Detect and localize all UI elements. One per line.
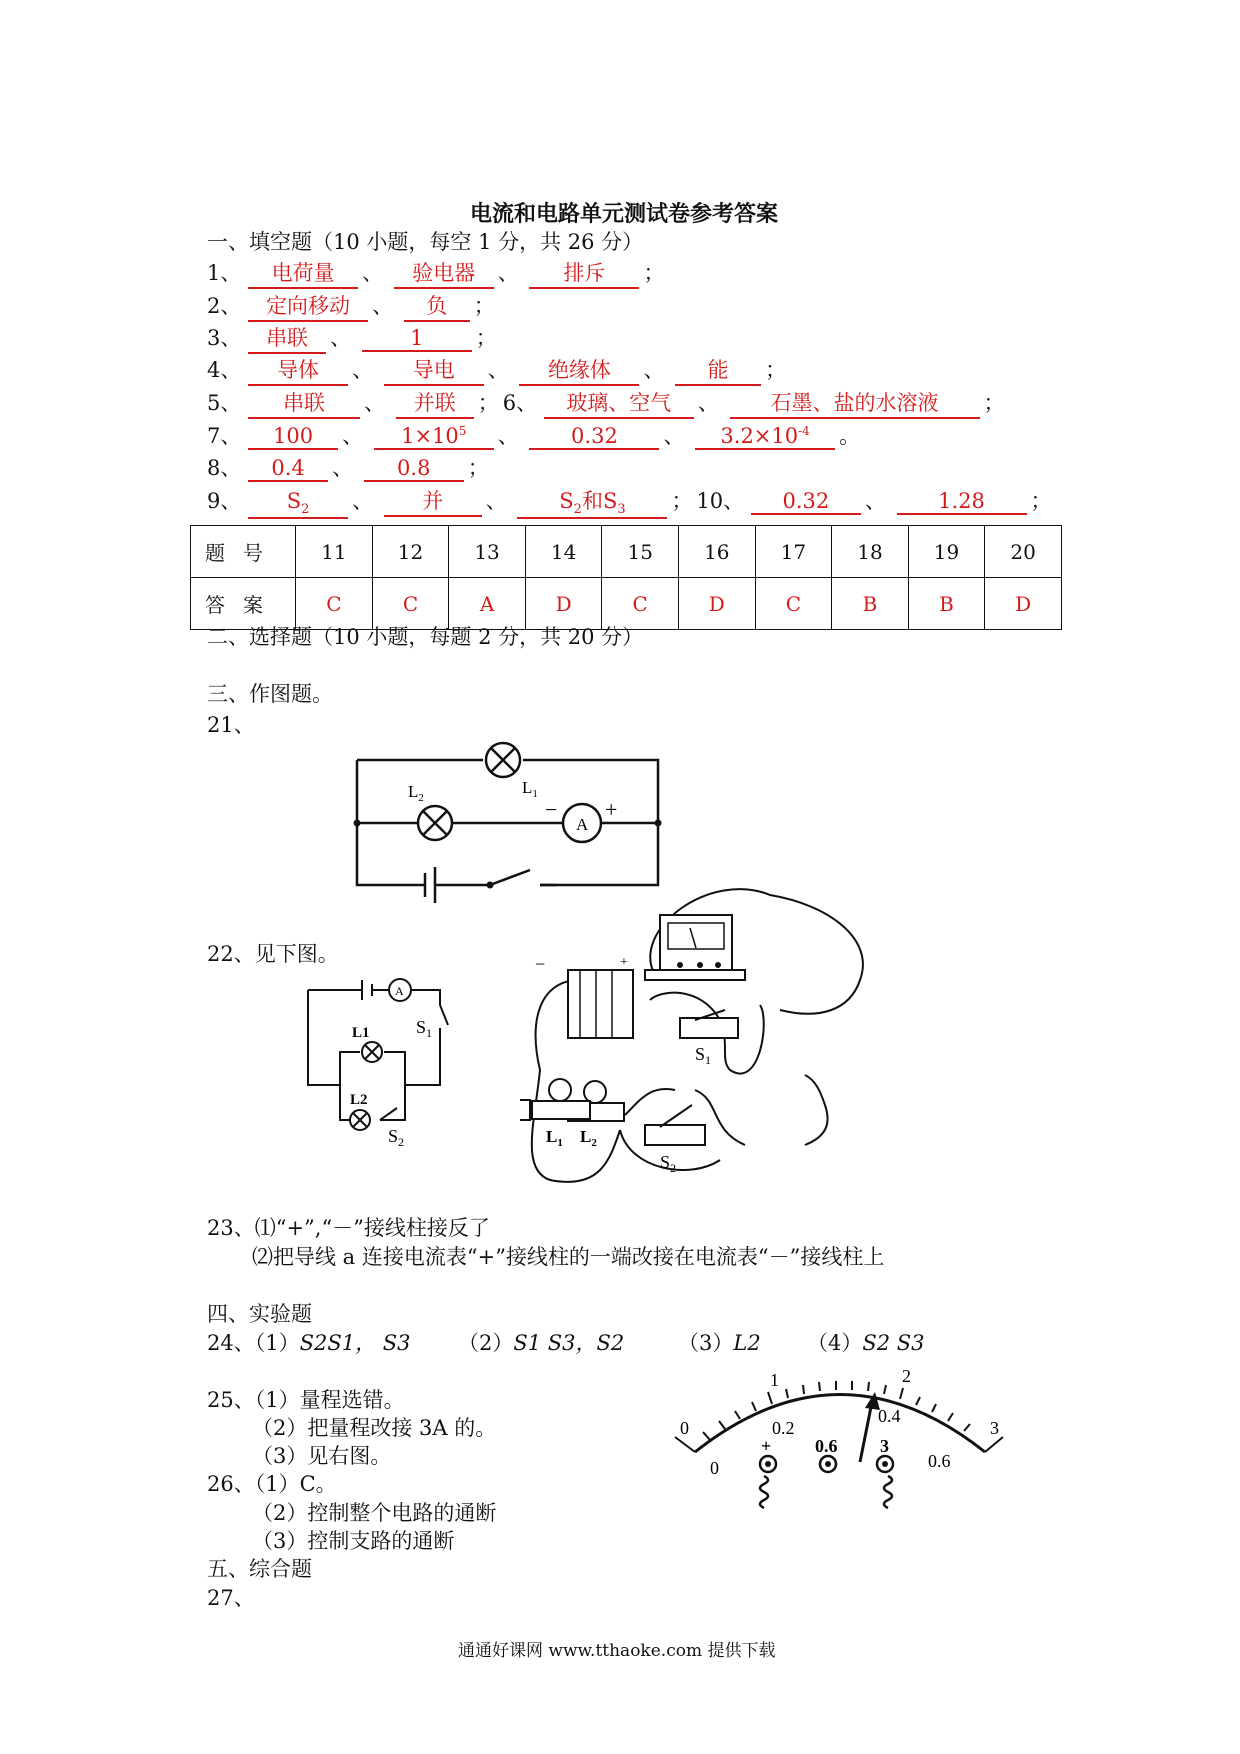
pictorial-l1-label: $L_1$	[546, 1127, 563, 1149]
table-cell-answer: A	[449, 578, 526, 630]
q21-label: 21、	[207, 713, 255, 737]
q25-answer-2: （2）把量程改接 3A 的。	[252, 1416, 497, 1440]
pictorial-s2-label: $S_2$	[660, 1152, 677, 1175]
table-cell: 17	[755, 526, 832, 578]
table-cell-answer: C	[755, 578, 832, 630]
lamp-l2-icon	[350, 1110, 370, 1130]
svg-text:−: −	[535, 954, 546, 974]
table-cell: 16	[679, 526, 756, 578]
answer-line-8: 8、 0.4 、 0.8 ；	[207, 456, 489, 480]
table-cell: 11	[296, 526, 373, 578]
inner-scale-0-6: 0.6	[928, 1451, 951, 1471]
q1-blank-b: 验电器	[394, 257, 494, 289]
footer-source: 通通好课网 www.tthaoke.com 提供下载	[458, 1641, 776, 1661]
section-experiment-heading: 四、实验题	[207, 1302, 312, 1326]
table-cell: 18	[832, 526, 909, 578]
s2-label: $S_2$	[388, 1126, 405, 1149]
table-cell: 13	[449, 526, 526, 578]
l1-label: L1	[352, 1025, 370, 1041]
q3-blank-a: 串联	[248, 322, 326, 354]
q7-blank-d: $3.2\times 10^{-4}$	[695, 424, 835, 450]
q26-answer-3: （3）控制支路的通断	[252, 1529, 455, 1553]
q22-schematic-diagram	[300, 970, 470, 1150]
outer-scale-3: 3	[990, 1418, 999, 1438]
q7-blank-c: 0.32	[529, 424, 659, 450]
svg-text:+: +	[761, 1436, 772, 1456]
svg-text:A: A	[395, 984, 404, 998]
q4-blank-a: 导体	[248, 354, 348, 386]
ammeter-plus-label: +	[605, 797, 618, 822]
q4-blank-b: 导电	[384, 354, 484, 386]
q4-blank-c: 绝缘体	[519, 354, 639, 386]
inner-scale-0-4: 0.4	[878, 1406, 901, 1426]
lamp-l2-icon	[418, 806, 452, 840]
q24-part2: （2）S1 S3，S2	[458, 1331, 625, 1355]
table-header-answer: 答案	[191, 578, 296, 630]
ammeter-device-icon	[645, 915, 745, 980]
terminal-plus-icon	[760, 1436, 776, 1508]
table-cell-answer: D	[985, 578, 1062, 630]
terminal-0-6-icon	[815, 1436, 838, 1472]
ammeter-label: A	[576, 815, 589, 834]
q1-blank-c: 排斥	[529, 257, 639, 289]
q5-blank-b: 并联	[396, 387, 474, 419]
switch-s1-icon	[680, 1010, 738, 1038]
lamp-l1-icon	[486, 743, 520, 777]
q26-answer-1: 26、（1）C。	[207, 1472, 337, 1496]
q26-answer-2: （2）控制整个电路的通断	[252, 1501, 497, 1525]
q23-answer-2: ⑵把导线 a 连接电流表“+”接线柱的一端改接在电流表“－”接线柱上	[252, 1245, 885, 1269]
pictorial-l2-label: $L_2$	[580, 1127, 597, 1149]
q2-blank-a: 定向移动	[248, 290, 368, 322]
q23-answer-1: 23、⑴“+”,“－”接线柱接反了	[207, 1216, 490, 1240]
q25-answer-3: （3）见右图。	[252, 1444, 392, 1468]
l2-label: L2	[350, 1092, 368, 1108]
section-choice-heading: 二、选择题（10 小题，每题 2 分，共 20 分）	[207, 625, 644, 649]
answer-line-2: 2、 定向移动 、 负 ；	[207, 290, 499, 322]
table-cell-answer: B	[908, 578, 985, 630]
table-cell-answer: D	[525, 578, 602, 630]
switch-s2-icon	[645, 1105, 705, 1145]
q10-blank-b: 1.28	[897, 489, 1027, 515]
table-cell: 12	[372, 526, 449, 578]
q6-blank-b: 石墨、盐的水溶液	[730, 387, 980, 419]
table-cell-answer: C	[602, 578, 679, 630]
outer-scale-2: 2	[902, 1366, 911, 1386]
ammeter-minus-label: −	[545, 797, 558, 822]
q6-blank-a: 玻璃、空气	[544, 387, 694, 419]
table-cell-answer: B	[832, 578, 909, 630]
q9-blank-a: $S_2$	[248, 489, 348, 519]
table-header-number: 题号	[191, 526, 296, 578]
table-cell-answer: D	[679, 578, 756, 630]
outer-scale-0: 0	[680, 1418, 689, 1438]
q24-line: 24、（1）S2S1， S3	[207, 1331, 411, 1355]
ammeter-icon	[389, 979, 411, 1001]
dial-pointer-icon	[860, 1392, 880, 1462]
answer-line-5-6: 5、 串联 、 并联 ； 6、 玻璃、空气 、 石墨、盐的水溶液 ；	[207, 387, 1009, 419]
q8-blank-b: 0.8	[364, 456, 464, 482]
page-title: 电流和电路单元测试卷参考答案	[470, 201, 779, 227]
svg-text:+: +	[620, 955, 628, 970]
svg-text:0.6: 0.6	[815, 1436, 838, 1456]
section-comprehensive-heading: 五、综合题	[207, 1557, 312, 1581]
q9-blank-c: $S_2$和$S_3$	[517, 485, 667, 519]
terminal-3-icon	[877, 1436, 893, 1508]
inner-scale-0: 0	[710, 1458, 719, 1478]
inner-scale-0-2: 0.2	[772, 1418, 795, 1438]
q8-blank-a: 0.4	[248, 456, 328, 482]
q5-blank-a: 串联	[248, 387, 360, 419]
q7-blank-a: 100	[248, 424, 338, 450]
q1-blank-a: 电荷量	[248, 257, 358, 289]
q24-part4: （4）S2 S3	[807, 1331, 925, 1355]
q22-label: 22、见下图。	[207, 942, 339, 966]
q2-blank-b: 负	[404, 290, 470, 322]
table-cell: 14	[525, 526, 602, 578]
pictorial-s1-label: $S_1$	[695, 1044, 712, 1067]
table-cell-answer: C	[296, 578, 373, 630]
svg-text:3: 3	[880, 1436, 889, 1456]
answer-line-4: 4、 导体 、 导电 、 绝缘体 、 能 ；	[207, 354, 790, 386]
outer-scale-1: 1	[770, 1370, 779, 1390]
q3-blank-b: 1	[362, 326, 472, 352]
table-cell: 20	[985, 526, 1062, 578]
answer-line-3: 3、 串联 、 1 ；	[207, 322, 501, 354]
choice-answer-table	[190, 525, 1062, 630]
q10-blank-a: 0.32	[751, 489, 861, 515]
section-fill-blank-heading: 一、填空题（10 小题，每空 1 分，共 26 分）	[207, 230, 644, 254]
battery-icon	[535, 954, 633, 1038]
section-drawing-heading: 三、作图题。	[207, 682, 333, 706]
answer-line-9-10: 9、 $S_2$ 、 并 、 $S_2$和$S_3$ ； 10、 0.32 、 1.28 ；	[207, 485, 1056, 519]
s1-label: $S_1$	[416, 1017, 433, 1040]
ammeter-dial-diagram	[670, 1352, 1010, 1522]
lamp-l1-label: $L_1$	[522, 778, 538, 800]
lamp-l2-label: $L_2$	[408, 782, 424, 804]
q22-pictorial-lamp-l1	[520, 1070, 640, 1160]
q4-blank-d: 能	[675, 354, 761, 386]
answer-line-1: 1、 电荷量 、 验电器 、 排斥 ；	[207, 257, 668, 289]
q24-part3: （3）L2	[678, 1331, 761, 1355]
q25-answer-1: 25、（1）量程选错。	[207, 1388, 405, 1412]
answer-line-7: 7、 100 、 $1\times 10^5$ 、 0.32 、 $3.2\times 10^{-4}$ 。	[207, 424, 861, 448]
q9-blank-b: 并	[384, 485, 482, 517]
table-cell-answer: C	[372, 578, 449, 630]
table-row-numbers	[191, 526, 1062, 578]
table-cell: 15	[602, 526, 679, 578]
table-cell: 19	[908, 526, 985, 578]
dial-ticks	[703, 1381, 970, 1440]
lamp-l1-icon	[362, 1042, 382, 1062]
q27-label: 27、	[207, 1586, 255, 1610]
q7-blank-b: $1\times 10^5$	[374, 424, 494, 450]
